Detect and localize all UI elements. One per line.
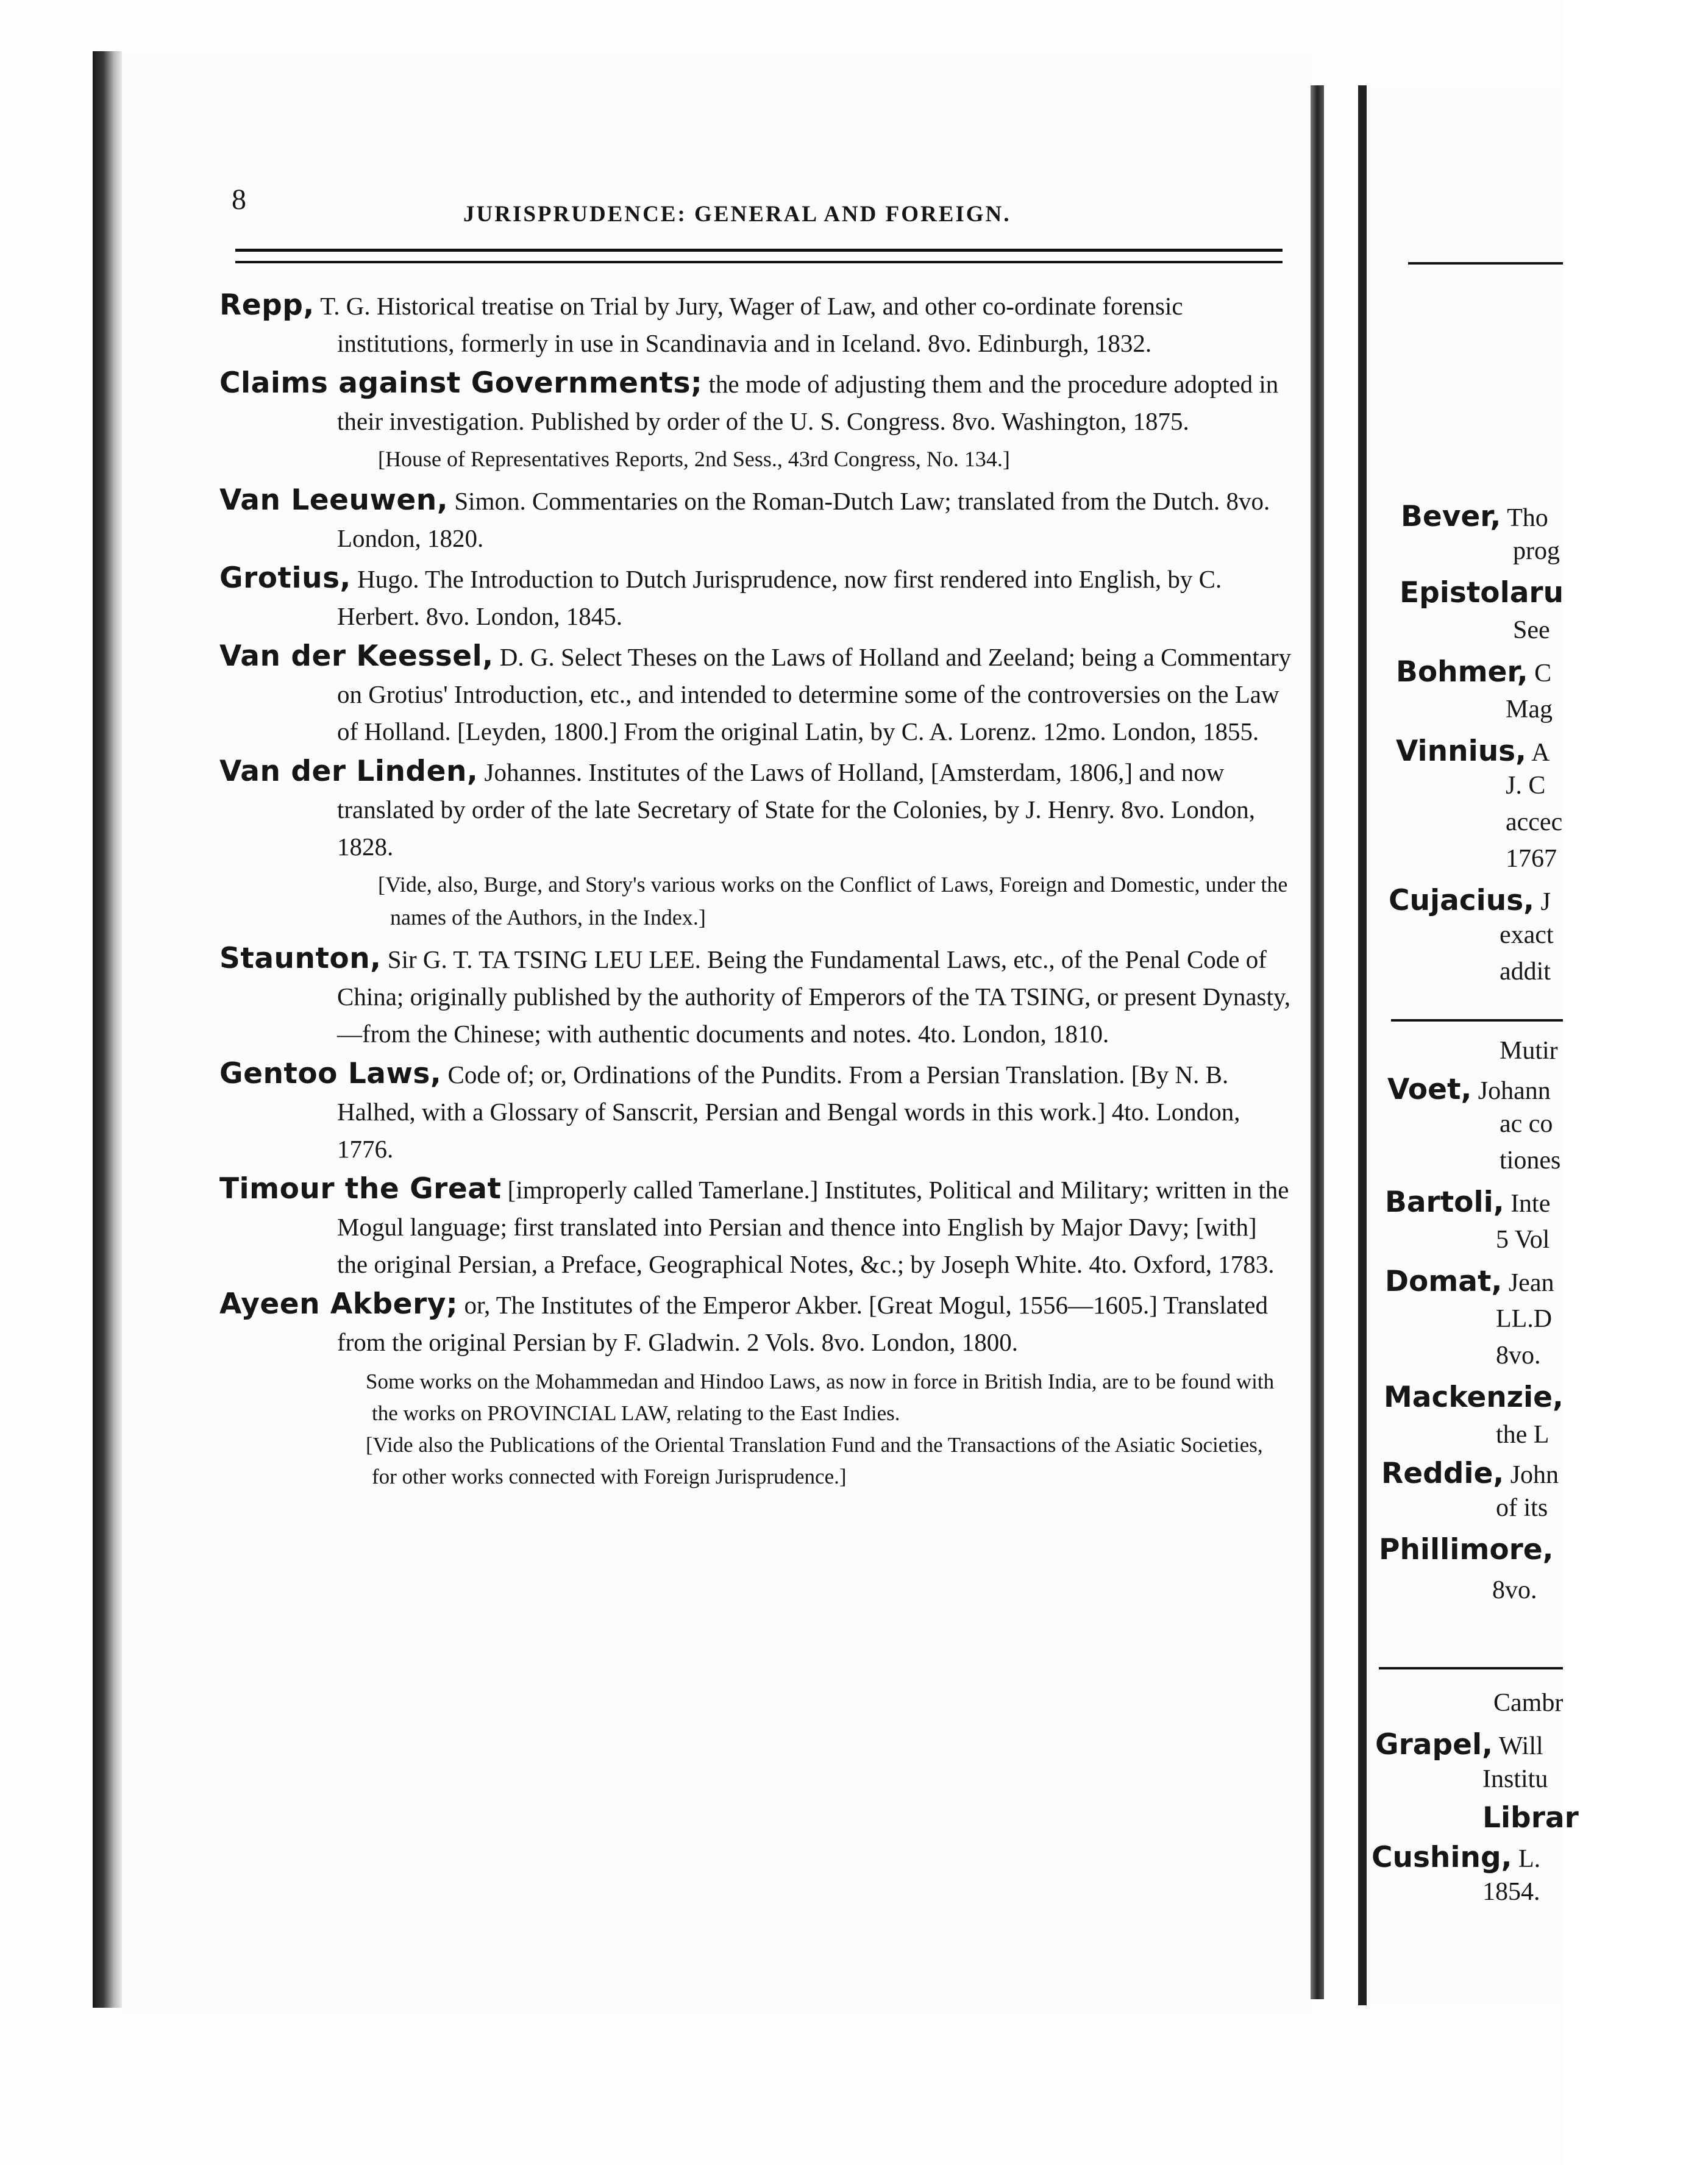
facing-entry-text: J — [1534, 888, 1551, 916]
bibliography-entry — [219, 940, 1292, 1053]
facing-page-line — [1500, 920, 1695, 950]
facing-entry-heading: Librar — [1482, 1801, 1579, 1835]
facing-page-line — [1379, 1533, 1574, 1566]
facing-entry-text: 1854. — [1482, 1878, 1540, 1906]
facing-entry-heading: Cushing, — [1372, 1841, 1512, 1874]
header-rule-thick — [235, 249, 1283, 252]
facing-page-line — [1482, 1765, 1678, 1794]
bibliography-entry — [219, 1170, 1292, 1283]
entry-heading: Van Leeuwen, — [219, 483, 449, 517]
page-number: 8 — [232, 183, 246, 216]
facing-page-line — [1389, 884, 1584, 917]
bibliography-entry — [219, 482, 1292, 557]
facing-entry-text: the L — [1496, 1421, 1550, 1449]
facing-page-line — [1401, 500, 1596, 533]
closing-note: [Vide also the Publications of the Oriental Translation Fund and the Transactions of the Asiatic Societies, for other works connected with Foreign Jurisprudence.] — [366, 1433, 1263, 1488]
entry-heading: Van der Keessel, — [219, 639, 494, 673]
facing-entry-text: addit — [1500, 958, 1551, 986]
facing-page-line — [1506, 695, 1701, 724]
header-rule-thin — [235, 261, 1283, 263]
facing-entry-heading: Mackenzie, — [1384, 1381, 1564, 1414]
entry-text: Hugo. The Introduction to Dutch Jurisprudence, now first rendered into English, by C. Herbert. 8vo. London, 1845. — [337, 565, 1222, 630]
facing-entry-text: John — [1504, 1461, 1559, 1489]
bibliography-entry — [219, 560, 1292, 635]
facing-page-line — [1496, 1420, 1691, 1449]
facing-entry-heading: Reddie, — [1381, 1457, 1504, 1490]
facing-page-line — [1496, 1493, 1691, 1523]
facing-entry-text: 1767 — [1506, 845, 1557, 873]
facing-entry-text: Will — [1492, 1732, 1543, 1760]
facing-entry-text: accec — [1506, 808, 1563, 836]
facing-entry-heading: Cujacius, — [1389, 884, 1535, 917]
facing-entry-heading: Domat, — [1385, 1265, 1503, 1298]
facing-page-line — [1506, 844, 1701, 873]
facing-page-line — [1500, 1109, 1695, 1139]
facing-page-line — [1387, 1073, 1582, 1106]
facing-entry-heading: Bever, — [1401, 500, 1501, 533]
running-head: JURISPRUDENCE: GENERAL AND FOREIGN. — [463, 202, 1011, 227]
entry-heading: Gentoo Laws, — [219, 1057, 442, 1090]
facing-entry-text: exact — [1500, 921, 1554, 949]
facing-entry-text: L. — [1512, 1845, 1541, 1873]
facing-entry-heading: Bohmer, — [1396, 655, 1528, 689]
facing-entry-text: Jean — [1502, 1269, 1554, 1297]
entry-note: [House of Representatives Reports, 2nd Sess., 43rd Congress, No. 134.] — [378, 447, 1010, 471]
bibliography-entry — [219, 638, 1292, 750]
entry-text: T. G. Historical treatise on Trial by Jury, Wager of Law, and other co-ordinate forensic institutions, formerly in use in Scandinavia and in Iceland. 8vo. Edinburgh, 1832. — [314, 292, 1183, 357]
facing-entry-text: Johann — [1471, 1077, 1551, 1105]
facing-entry-text: Inte — [1504, 1190, 1551, 1218]
facing-page-line — [1492, 1576, 1687, 1605]
bibliography-entry — [219, 364, 1292, 440]
page-edge-shadow — [1311, 85, 1324, 1999]
facing-page-line — [1385, 1265, 1580, 1298]
facing-page-rule — [1408, 262, 1563, 265]
facing-page-line — [1500, 1036, 1695, 1065]
facing-entry-heading: Vinnius, — [1396, 734, 1526, 768]
facing-entry-text: Institu — [1482, 1765, 1548, 1793]
facing-entry-text: J. C — [1506, 772, 1546, 800]
facing-entry-text: Mutir — [1500, 1037, 1558, 1065]
facing-page-line — [1500, 957, 1695, 986]
closing-note: Some works on the Mohammedan and Hindoo Laws, as now in force in British India, are to be found with the works on PROVINCIAL LAW, relating to the East Indies. — [366, 1370, 1275, 1425]
facing-page-line — [1482, 1801, 1678, 1835]
facing-entry-heading: Grapel, — [1375, 1728, 1493, 1762]
entry-text: Johannes. Institutes of the Laws of Holland, [Amsterdam, 1806,] and now translated by order of the late Secretary of State for the Colonies, by J. Henry. 8vo. London, 1828. — [337, 758, 1255, 861]
gutter — [1324, 85, 1358, 2011]
entry-text: Sir G. T. TA TSING LEU LEE. Being the Fundamental Laws, etc., of the Penal Code of China; originally published by the authority of Emperors of the TA TSING, or present Dynasty,—from the Chinese; with authentic documents and notes. 4to. London, 1810. — [337, 945, 1290, 1048]
entry-heading: Grotius, — [219, 561, 351, 595]
entry-heading: Van der Linden, — [219, 755, 479, 788]
facing-entry-text: ac co — [1500, 1110, 1553, 1138]
facing-entry-text: of its — [1496, 1494, 1548, 1522]
facing-entry-text: C — [1528, 659, 1552, 688]
entry-text: the mode of adjusting them and the procedure adopted in their investigation. Published by order of the U. S. Congress. 8vo. Washington, 1875. — [337, 370, 1279, 435]
book-spine-shadow — [93, 51, 123, 2008]
facing-entry-heading: Voet, — [1387, 1073, 1472, 1106]
facing-page-line — [1375, 1728, 1570, 1762]
entry-text: or, The Institutes of the Emperor Akber. [Great Mogul, 1556—1605.] Translated from the original Persian by F. Gladwin. 2 Vols. 8vo. London, 1800. — [337, 1291, 1268, 1356]
facing-entry-text: 8vo. — [1492, 1576, 1537, 1604]
facing-page-line — [1372, 1841, 1567, 1874]
facing-page-rule — [1391, 1019, 1563, 1022]
facing-entry-text: LL.D — [1496, 1305, 1553, 1333]
facing-entry-text: tiones — [1500, 1146, 1561, 1175]
entry-text: Code of; or, Ordinations of the Pundits. From a Persian Translation. [By N. B. Halhed, with a Glossary of Sanscrit, Persian and Bengal words in this work.] 4to. London, 1776. — [337, 1061, 1240, 1163]
entry-heading: Repp, — [219, 288, 315, 322]
facing-page-line — [1513, 536, 1708, 566]
facing-page-line — [1496, 1225, 1691, 1254]
entry-heading: Timour the Great — [219, 1172, 502, 1206]
facing-entry-heading: Bartoli, — [1385, 1186, 1504, 1219]
facing-page-line — [1506, 808, 1701, 837]
entry-heading: Staunton, — [219, 942, 382, 975]
facing-entry-text: A — [1526, 739, 1550, 767]
facing-page-line — [1381, 1457, 1576, 1490]
facing-page-line — [1385, 1186, 1580, 1219]
entry-heading: Ayeen Akbery; — [219, 1287, 458, 1321]
page-body — [219, 286, 1292, 1493]
bibliography-entry — [219, 1055, 1292, 1168]
facing-entry-text: prog — [1513, 537, 1560, 565]
facing-entry-heading: Phillimore, — [1379, 1533, 1554, 1566]
facing-page-line — [1496, 1304, 1691, 1334]
facing-entry-text: Cambr — [1493, 1689, 1564, 1717]
facing-entry-text: Mag — [1506, 695, 1553, 723]
closing-notes — [219, 1366, 1292, 1493]
entry-note: [Vide, also, Burge, and Story's various works on the Conflict of Laws, Foreign and Domestic, under the names of the Authors, in the Index.] — [378, 872, 1288, 930]
bibliography-entry — [219, 1285, 1292, 1361]
bibliography-entry — [219, 286, 1292, 362]
entry-text: [improperly called Tamerlane.] Institutes, Political and Military; written in the Mogul language; first translated into Persian and thence into English by Major Davy; [with] the original Persian, a Preface, Geographical Notes, &c.; by Joseph White. 4to. Oxford, 1783. — [337, 1176, 1289, 1278]
facing-page-line — [1396, 655, 1591, 689]
entry-list — [219, 286, 1292, 1361]
facing-entry-text: 5 Vol — [1496, 1226, 1550, 1254]
right-page-edge — [1358, 85, 1367, 2005]
facing-page-line — [1496, 1341, 1691, 1370]
facing-page-rule — [1379, 1667, 1563, 1669]
facing-page-line — [1493, 1688, 1688, 1718]
facing-page-line — [1400, 576, 1595, 610]
facing-page-line — [1396, 734, 1591, 768]
entry-text: D. G. Select Theses on the Laws of Holland and Zeeland; being a Commentary on Grotius' Introduction, etc., and intended to determine some of the controversies on the Law of Holland. [Leyden, 1800.] From the original Latin, by C. A. Lorenz. 12mo. London, 1855. — [337, 643, 1292, 745]
entry-text: Simon. Commentaries on the Roman-Dutch Law; translated from the Dutch. 8vo. London, 1820. — [337, 487, 1270, 552]
entry-heading: Claims against Governments; — [219, 366, 703, 400]
facing-entry-text: 8vo. — [1496, 1342, 1541, 1370]
facing-page-line — [1506, 771, 1701, 800]
facing-entry-text: See — [1513, 616, 1550, 644]
facing-entry-heading: Epistolaru — [1400, 576, 1564, 610]
bibliography-entry — [219, 753, 1292, 866]
facing-page-line — [1482, 1877, 1678, 1907]
facing-page-line — [1384, 1381, 1579, 1414]
facing-page-line — [1500, 1146, 1695, 1175]
facing-entry-text: Tho — [1501, 504, 1548, 532]
facing-page-line — [1513, 616, 1708, 645]
